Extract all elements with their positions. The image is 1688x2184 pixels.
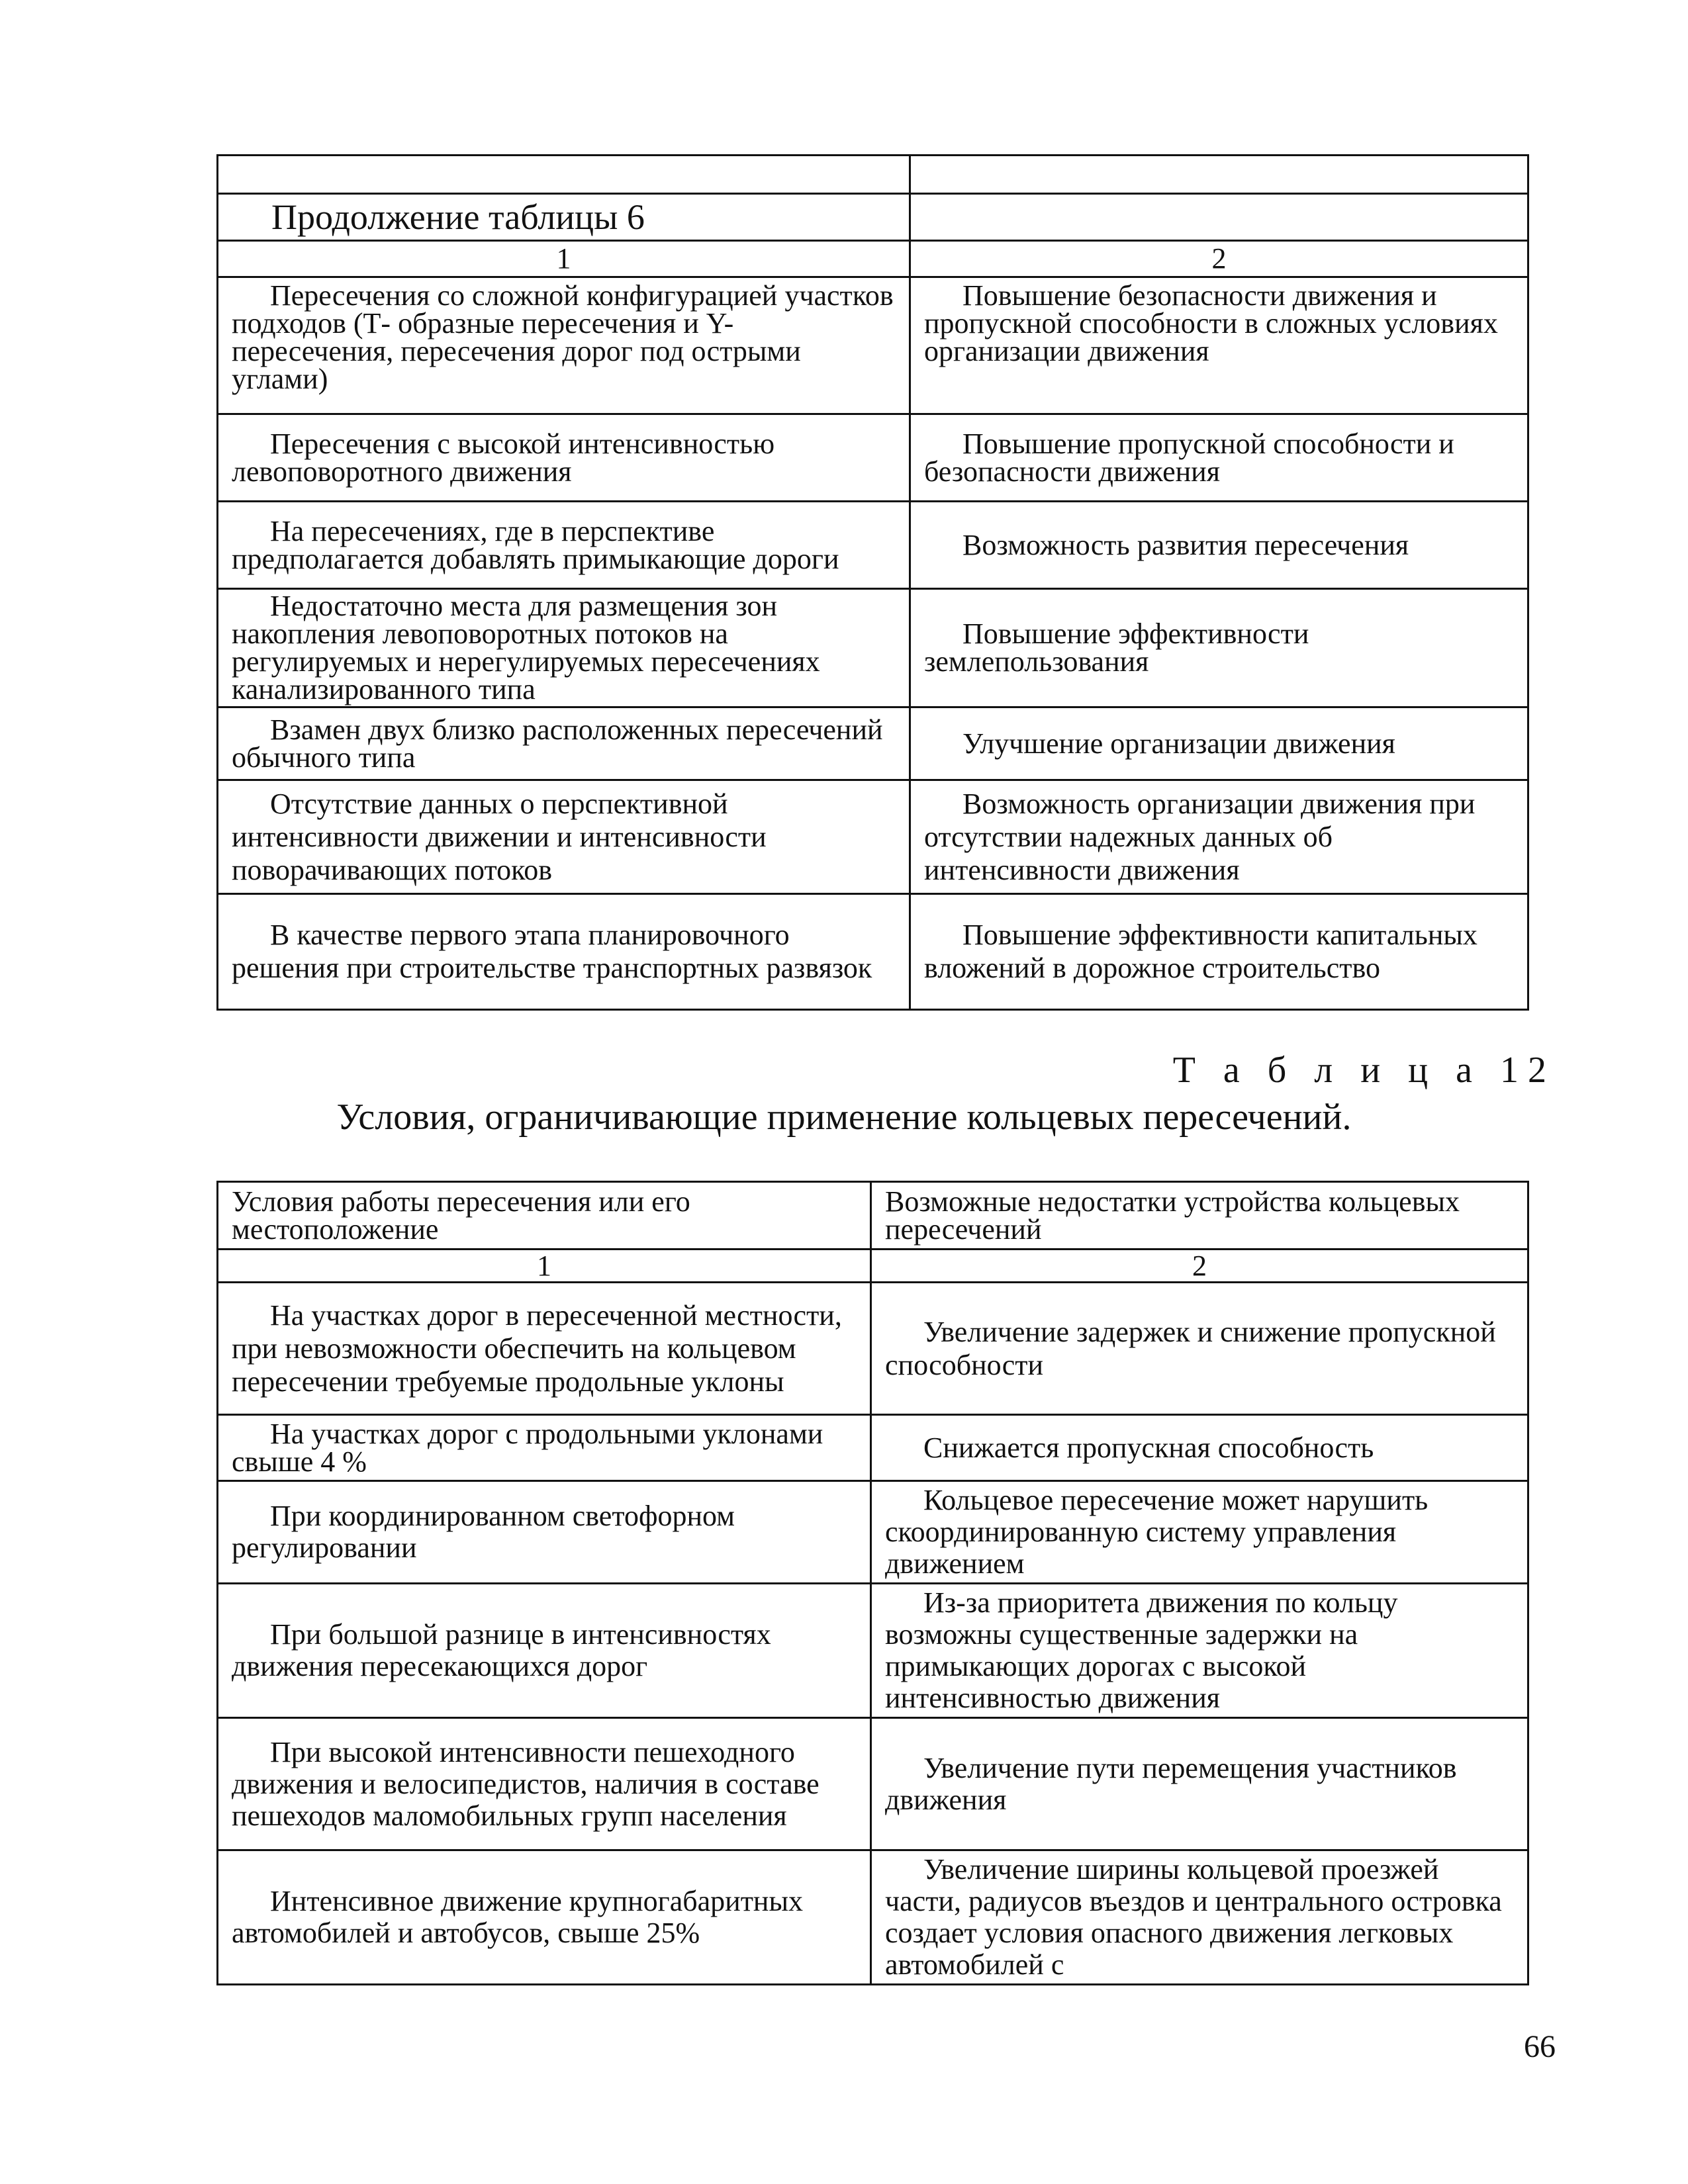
continuation-row xyxy=(218,194,1528,241)
condition-cell: В качестве первого этапа планировочного решения при строительстве транспортных развязок xyxy=(218,894,910,1010)
condition-cell: Пересечения с высокой интенсивностью левоповоротного движения xyxy=(218,414,910,502)
table-12-label: Т а б л и ц а 12 xyxy=(1172,1050,1556,1091)
page-number: 66 xyxy=(1524,2029,1556,2064)
condition-cell: На пересечениях, где в перспективе предполагается добавлять примыкающие дороги xyxy=(218,502,910,589)
table-row xyxy=(218,414,1528,502)
effect-cell: Возможность развития пересечения xyxy=(910,502,1528,589)
empty-row xyxy=(218,156,1528,194)
effect-cell: Улучшение организации движения xyxy=(910,707,1528,780)
condition-cell: Взамен двух близко расположенных пересечений обычного типа xyxy=(218,707,910,780)
table-12-title: Условия, ограничивающие применение кольцевых пересечений. xyxy=(336,1097,1352,1138)
empty-cell xyxy=(218,156,910,194)
table-row xyxy=(218,1850,1528,1985)
continuation-label: Продолжение таблицы 6 xyxy=(218,194,910,241)
condition-cell: Недостаточно места для размещения зон накопления левоповоротных потоков на регулируемых и нерегулируемых пересечениях канализированного типа xyxy=(218,589,910,707)
table-row xyxy=(218,502,1528,589)
drawback-cell: Увеличение ширины кольцевой проезжей части, радиусов въездов и центрального островка создает условия опасного движения легковых автомобилей с xyxy=(871,1850,1528,1985)
empty-cell xyxy=(910,194,1528,241)
table-row xyxy=(218,894,1528,1010)
column-number-row xyxy=(218,241,1528,277)
condition-cell: На участках дорог в пересеченной местности, при невозможности обеспечить на кольцевом пересечении требуемые продольные уклоны xyxy=(218,1283,871,1415)
condition-cell: При координированном светофорном регулировании xyxy=(218,1481,871,1584)
empty-cell xyxy=(910,156,1528,194)
drawback-cell: Из-за приоритета движения по кольцу возможны существенные задержки на примыкающих дорогах с высокой интенсивностью движения xyxy=(871,1584,1528,1718)
condition-cell: Отсутствие данных о перспективной интенсивности движении и интенсивности поворачивающих потоков xyxy=(218,780,910,894)
column-number: 1 xyxy=(218,1250,871,1283)
drawback-cell: Кольцевое пересечение может нарушить скоординированную систему управления движением xyxy=(871,1481,1528,1584)
table-row xyxy=(218,1584,1528,1718)
condition-cell: При высокой интенсивности пешеходного движения и велосипедистов, наличия в составе пешеходов маломобильных групп населения xyxy=(218,1718,871,1850)
table-12 xyxy=(216,1181,1529,1985)
condition-cell: Пересечения со сложной конфигурацией участков подходов (Т- образные пересечения и Y- пересечения, пересечения дорог под острыми углами) xyxy=(218,277,910,414)
table-row xyxy=(218,1415,1528,1481)
table-6-continuation xyxy=(216,154,1529,1011)
column-number: 2 xyxy=(910,241,1528,277)
effect-cell: Повышение пропускной способности и безопасности движения xyxy=(910,414,1528,502)
condition-cell: Интенсивное движение крупногабаритных автомобилей и автобусов, свыше 25% xyxy=(218,1850,871,1985)
table-row xyxy=(218,707,1528,780)
table-row xyxy=(218,589,1528,707)
drawback-cell: Увеличение пути перемещения участников движения xyxy=(871,1718,1528,1850)
table-row xyxy=(218,1718,1528,1850)
table-row xyxy=(218,277,1528,414)
drawback-cell: Снижается пропускная способность xyxy=(871,1415,1528,1481)
column-number: 2 xyxy=(871,1250,1528,1283)
condition-cell: При большой разнице в интенсивностях движения пересекающихся дорог xyxy=(218,1584,871,1718)
condition-cell: На участках дорог с продольными уклонами свыше 4 % xyxy=(218,1415,871,1481)
effect-cell: Повышение эффективности землепользования xyxy=(910,589,1528,707)
column-header: Возможные недостатки устройства кольцевых пересечений xyxy=(871,1182,1528,1250)
header-row xyxy=(218,1182,1528,1250)
column-number-row xyxy=(218,1250,1528,1283)
table-row xyxy=(218,780,1528,894)
table-row xyxy=(218,1481,1528,1584)
effect-cell: Возможность организации движения при отсутствии надежных данных об интенсивности движения xyxy=(910,780,1528,894)
effect-cell: Повышение безопасности движения и пропускной способности в сложных условиях организации движения xyxy=(910,277,1528,414)
table-row xyxy=(218,1283,1528,1415)
column-number: 1 xyxy=(218,241,910,277)
effect-cell: Повышение эффективности капитальных вложений в дорожное строительство xyxy=(910,894,1528,1010)
column-header: Условия работы пересечения или его местоположение xyxy=(218,1182,871,1250)
drawback-cell: Увеличение задержек и снижение пропускной способности xyxy=(871,1283,1528,1415)
